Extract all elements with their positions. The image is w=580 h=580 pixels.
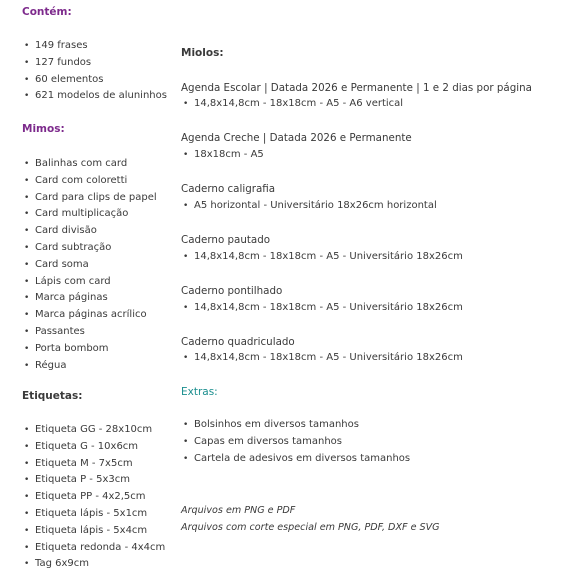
list-item: • Card multiplicação (24, 206, 157, 223)
list-item: • Porta bombom (24, 341, 157, 358)
miolo-group-list (183, 198, 437, 215)
miolo-group-list (183, 249, 463, 266)
miolo-group-title: Caderno pautado (181, 234, 271, 246)
list-item: • Etiqueta P - 5x3cm (24, 472, 165, 489)
miolo-group-list (183, 147, 264, 164)
extras-heading: Extras: (181, 386, 218, 398)
list-item: • 14,8x14,8cm - 18x18cm - A5 - Universitário 18x26cm (183, 350, 463, 367)
list-item: • 14,8x14,8cm - 18x18cm - A5 - A6 vertical (183, 96, 403, 113)
miolo-group-list (183, 96, 403, 113)
miolo-group-title: Caderno quadriculado (181, 336, 295, 348)
list-item: • Card soma (24, 257, 157, 274)
list-item: • 60 elementos (24, 72, 167, 89)
list-item: • 18x18cm - A5 (183, 147, 264, 164)
list-item: • Balinhas com card (24, 156, 157, 173)
list-item: • Card com coloretti (24, 173, 157, 190)
etiquetas-list (24, 422, 165, 573)
list-item: • 14,8x14,8cm - 18x18cm - A5 - Universitário 18x26cm (183, 300, 463, 317)
contem-list (24, 38, 167, 105)
list-item: • Card subtração (24, 240, 157, 257)
list-item: • Marca páginas (24, 290, 157, 307)
list-item: • Etiqueta M - 7x5cm (24, 456, 165, 473)
list-item: • Tag 6x9cm (24, 556, 165, 573)
list-item: • Etiqueta G - 10x6cm (24, 439, 165, 456)
list-item: • Etiqueta GG - 28x10cm (24, 422, 165, 439)
miolo-group-list (183, 350, 463, 367)
list-item: • Marca páginas acrílico (24, 307, 157, 324)
list-item: • Etiqueta lápis - 5x1cm (24, 506, 165, 523)
list-item: • 127 fundos (24, 55, 167, 72)
etiquetas-heading: Etiquetas: (22, 390, 83, 402)
list-item: • 14,8x14,8cm - 18x18cm - A5 - Universitário 18x26cm (183, 249, 463, 266)
list-item: • Etiqueta redonda - 4x4cm (24, 540, 165, 557)
list-item: • 149 frases (24, 38, 167, 55)
list-item: • Bolsinhos em diversos tamanhos (183, 417, 410, 434)
file-format-notes (181, 502, 440, 536)
note-line: Arquivos em PNG e PDF (181, 505, 296, 516)
list-item: • Etiqueta PP - 4x2,5cm (24, 489, 165, 506)
list-item: • Card para clips de papel (24, 190, 157, 207)
list-item: • 621 modelos de aluninhos (24, 88, 167, 105)
list-item: • Passantes (24, 324, 157, 341)
contem-heading: Contém: (22, 6, 72, 18)
list-item: • Etiqueta lápis - 5x4cm (24, 523, 165, 540)
miolo-group-title: Agenda Escolar | Datada 2026 e Permanente | 1 e 2 dias por página (181, 82, 532, 94)
mimos-list (24, 156, 157, 374)
list-item: • Lápis com card (24, 274, 157, 291)
list-item: • Cartela de adesivos em diversos tamanhos (183, 451, 410, 468)
list-item: • Régua (24, 358, 157, 375)
miolos-heading: Miolos: (181, 47, 224, 59)
list-item: • Capas em diversos tamanhos (183, 434, 410, 451)
miolo-group-title: Caderno caligrafia (181, 183, 276, 195)
mimos-heading: Mimos: (22, 123, 65, 135)
miolo-group-list (183, 300, 463, 317)
note-line: Arquivos com corte especial em PNG, PDF, DXF e SVG (181, 522, 440, 533)
miolo-group-title: Agenda Creche | Datada 2026 e Permanente (181, 132, 412, 144)
miolo-group-title: Caderno pontilhado (181, 285, 283, 297)
list-item: • Card divisão (24, 223, 157, 240)
list-item: • A5 horizontal - Universitário 18x26cm horizontal (183, 198, 437, 215)
extras-list (183, 417, 410, 467)
